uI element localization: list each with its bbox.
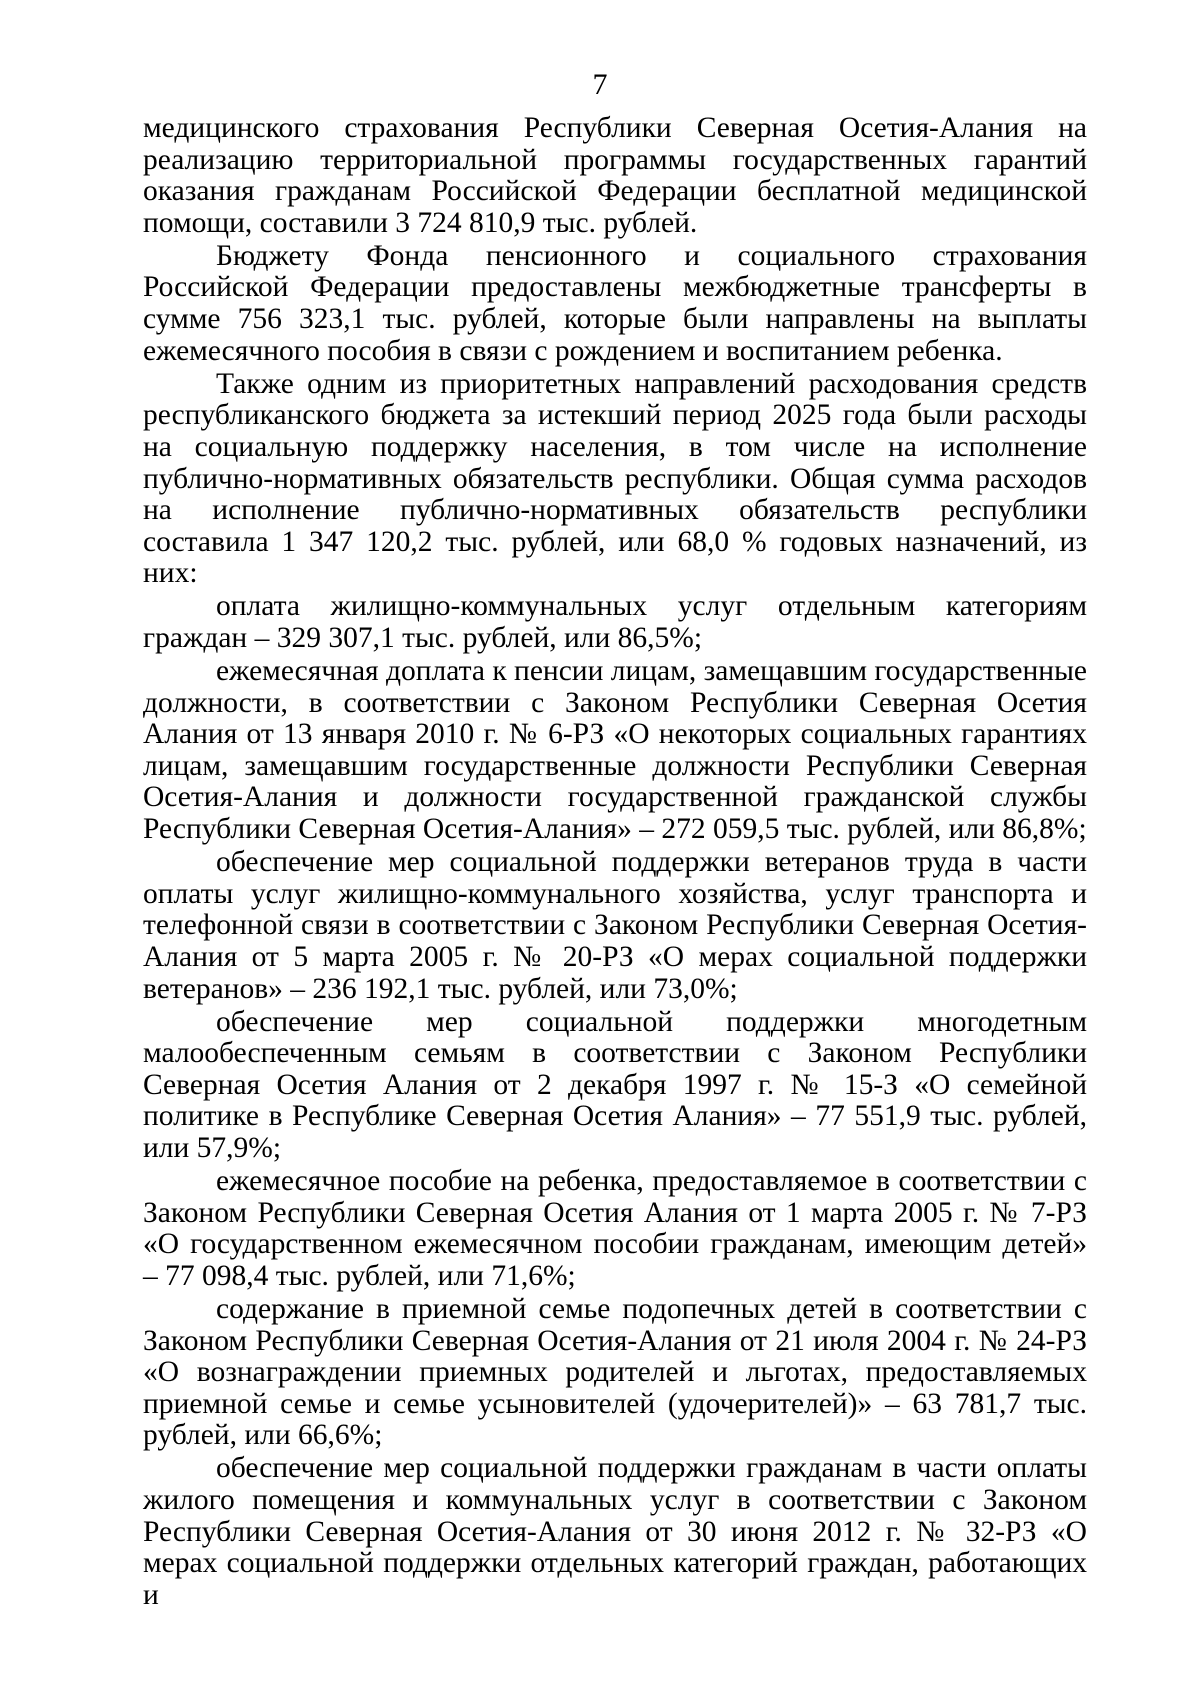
list-item-labor-veterans: обеспечение мер социальной поддержки ветеранов труда в части оплаты услуг жилищно-коммунального хозяйства, услуг транспорта и телефонной связи в соответствии с Законом Республики Северная Осетия-Алания от 5 марта 2005 г. № 20-РЗ «О мерах социальной поддержки ветеранов» – 236 192,1 тыс. рублей, или 73,0%;	[143, 846, 1087, 1005]
paragraph-pension-fund-transfers: Бюджету Фонда пенсионного и социального страхования Российской Федерации предоставлены межбюджетные трансферты в сумме 756 323,1 тыс. рублей, которые были направлены на выплаты ежемесячного пособия в связи с рождением и воспитанием ребенка.	[143, 239, 1087, 367]
page-number: 7	[592, 68, 608, 101]
list-item-housing-utilities: оплата жилищно-коммунальных услуг отдельным категориям граждан – 329 307,1 тыс. рублей, или 86,5%;	[143, 590, 1087, 654]
paragraph-public-obligations: Также одним из приоритетных направлений расходования средств республиканского бюджета за истекший период 2025 года были расходы на социальную поддержку населения, в том числе на исполнение публично-нормативных обязательств республики. Общая сумма расходов на исполнение публично-нормативных обязательств республики составила 1 347 120,2 тыс. рублей, или 68,0 % годовых назначений, из них:	[143, 367, 1087, 590]
list-item-housing-support: обеспечение мер социальной поддержки гражданам в части оплаты жилого помещения и коммунальных услуг в соответствии с Законом Республики Северная Осетия-Алания от 30 июня 2012 г. № 32-РЗ «О мерах социальной поддержки отдельных категорий граждан, работающих и	[143, 1452, 1087, 1611]
list-item-foster-families: содержание в приемной семье подопечных детей в соответствии с Законом Республики Северная Осетия-Алания от 21 июля 2004 г. № 24-РЗ «О вознаграждении приемных родителей и льготах, предоставляемых приемной семье и семье усыновителей (удочерителей)» – 63 781,7 тыс. рублей, или 66,6%;	[143, 1292, 1087, 1452]
list-item-child-allowance: ежемесячное пособие на ребенка, предоставляемое в соответствии с Законом Республики Северная Осетия Алания от 1 марта 2005 г. № 7-РЗ «О государственном ежемесячном пособии гражданам, имеющим детей» – 77 098,4 тыс. рублей, или 71,6%;	[143, 1165, 1087, 1292]
list-item-large-families: обеспечение мер социальной поддержки многодетным малообеспеченным семьям в соответствии с Законом Республики Северная Осетия Алания от 2 декабря 1997 г. № 15-З «О семейной политике в Республике Северная Осетия Алания» – 77 551,9 тыс. рублей, или 57,9%;	[143, 1005, 1087, 1164]
list-item-pension-supplement: ежемесячная доплата к пенсии лицам, замещавшим государственные должности, в соответствии с Законом Республики Северная Осетия Алания от 13 января 2010 г. № 6-РЗ «О некоторых социальных гарантиях лицам, замещавшим государственные должности Республики Северная Осетия-Алания и должности государственной гражданской службы Республики Северная Осетия-Алания» – 272 059,5 тыс. рублей, или 86,8%;	[143, 655, 1087, 846]
paragraph-continuation: медицинского страхования Республики Северная Осетия-Алания на реализацию территориальной программы государственных гарантий оказания гражданам Российской Федерации бесплатной медицинской помощи, составили 3 724 810,9 тыс. рублей.	[143, 112, 1087, 239]
document-body	[143, 113, 1087, 1613]
